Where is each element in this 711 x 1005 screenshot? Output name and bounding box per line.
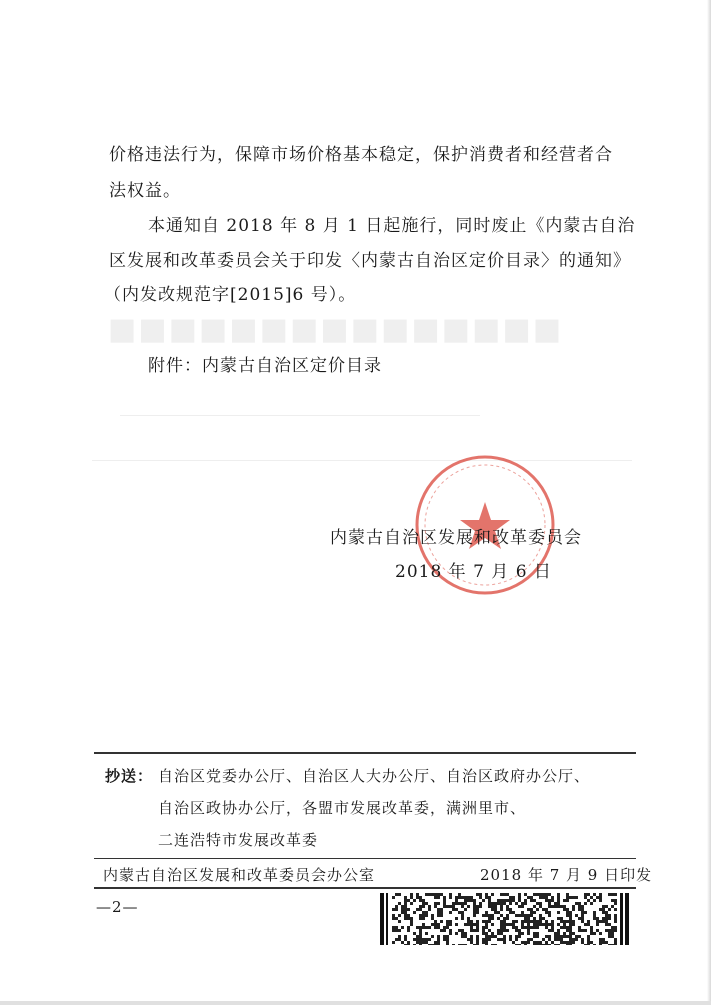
issue-date: 2018 年 7 月 6 日 xyxy=(395,562,552,582)
body-line-5: （内发改规范字[2015]6 号）。 xyxy=(104,285,357,305)
footer-top-rule xyxy=(94,752,636,754)
footer-middle-rule xyxy=(94,858,636,859)
issuer-name: 内蒙古自治区发展和改革委员会 xyxy=(330,528,582,548)
barcode-icon xyxy=(380,893,630,945)
attachment-line: 附件：内蒙古自治区定价目录 xyxy=(148,356,382,376)
print-date: 2018 年 7 月 9 日印发 xyxy=(480,866,653,884)
cc-line-2: 自治区政协办公厅，各盟市发展改革委，满洲里市、 xyxy=(158,799,527,817)
bleed-through-line xyxy=(120,415,480,416)
cc-line-3: 二连浩特市发展改革委 xyxy=(158,831,319,849)
cc-label: 抄送： xyxy=(105,767,154,785)
body-line-3: 本通知自 2018 年 8 月 1 日起施行，同时废止《内蒙古自治 xyxy=(148,216,636,236)
body-line-2: 法权益。 xyxy=(109,181,181,201)
page-number: —2— xyxy=(96,898,139,916)
body-line-4: 区发展和改革委员会关于印发〈内蒙古自治区定价目录〉的通知》 xyxy=(109,251,631,271)
page-edge-shadow xyxy=(707,0,711,1005)
cc-line-1: 自治区党委办公厅、自治区人大办公厅、自治区政府办公厅、 xyxy=(158,767,591,785)
bleed-through-text: ■■■■■■■■■■■■■■■ xyxy=(108,312,564,347)
footer-bottom-rule xyxy=(94,887,636,889)
body-line-1: 价格违法行为，保障市场价格基本稳定，保护消费者和经营者合 xyxy=(109,145,613,165)
page-bottom-edge xyxy=(0,1001,711,1005)
issuing-office: 内蒙古自治区发展和改革委员会办公室 xyxy=(103,866,376,884)
